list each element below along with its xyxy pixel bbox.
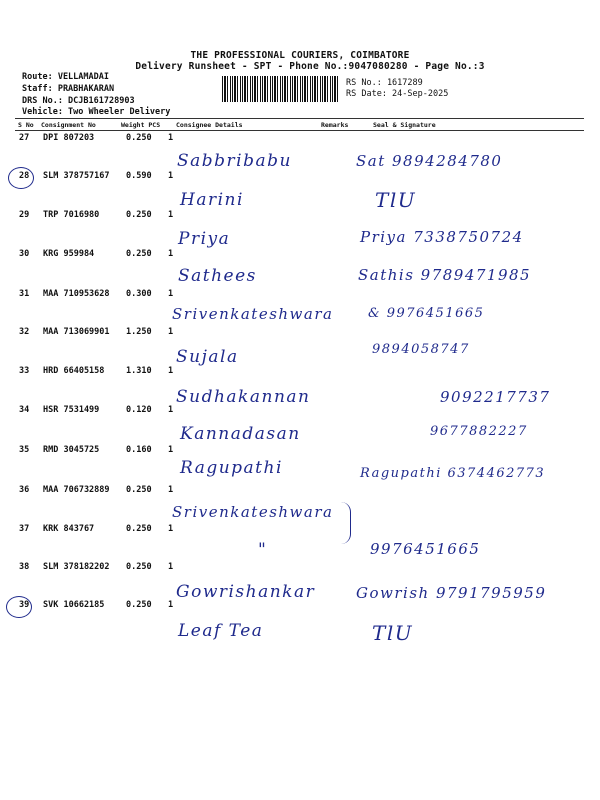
runsheet-subtitle: Delivery Runsheet - SPT - Phone No.:9047080280 - Page No.:3: [135, 61, 485, 72]
row-consignee-name: ": [258, 540, 268, 560]
row-consignment: DPI 807203: [43, 133, 95, 143]
row-signature: Sathis 9789471985: [358, 266, 532, 284]
row-pcs: 1: [168, 289, 174, 299]
row-consignment: HSR 7531499: [43, 405, 100, 415]
row-weight: 1.250: [126, 327, 152, 337]
row-sno: 39: [19, 600, 30, 610]
row-sno: 28: [19, 171, 30, 181]
rs-number: RS No.: 1617289: [346, 78, 423, 88]
row-pcs: 1: [168, 445, 174, 455]
row-weight: 0.590: [126, 171, 152, 181]
staff-label: Staff: PRABHAKARAN: [22, 84, 115, 94]
row-weight: 0.250: [126, 210, 152, 220]
row-pcs: 1: [168, 485, 174, 495]
row-sno: 38: [19, 562, 30, 572]
row-signature: 9677882227: [430, 424, 528, 439]
row-signature: TlU: [372, 621, 414, 645]
row-consignee-name: Sudhakannan: [176, 387, 311, 407]
row-pcs: 1: [168, 405, 174, 415]
row-consignment: SVK 10662185: [43, 600, 105, 610]
col-sno: S No: [18, 121, 34, 129]
col-remarks: Remarks: [321, 121, 349, 129]
row-consignment: MAA 710953628: [43, 289, 110, 299]
row-weight: 0.250: [126, 600, 152, 610]
row-weight: 0.250: [126, 249, 152, 259]
row-consignee-name: Sabbribabu: [177, 151, 292, 171]
row-sno: 30: [19, 249, 30, 259]
row-consignee-name: Harini: [180, 190, 244, 210]
row-signature: & 9976451665: [368, 306, 485, 321]
row-pcs: 1: [168, 133, 174, 143]
row-sno: 29: [19, 210, 30, 220]
row-sno: 37: [19, 524, 30, 534]
row-pcs: 1: [168, 562, 174, 572]
row-consignment: MAA 713069901: [43, 327, 110, 337]
row-sno: 34: [19, 405, 30, 415]
row-pcs: 1: [168, 366, 174, 376]
row-signature: 9976451665: [370, 540, 481, 558]
row-signature: 9092217737: [440, 388, 551, 406]
row-consignment: HRD 66405158: [43, 366, 105, 376]
brace-mark: [336, 502, 351, 544]
col-consignment: Consignment No: [41, 121, 96, 129]
row-sno: 35: [19, 445, 30, 455]
row-pcs: 1: [168, 171, 174, 181]
row-consignee-name: Sathees: [178, 266, 257, 286]
row-weight: 0.160: [126, 445, 152, 455]
row-consignment: RMD 3045725: [43, 445, 100, 455]
row-weight: 0.250: [126, 562, 152, 572]
row-consignment: TRP 7016980: [43, 210, 100, 220]
drs-number: DRS No.: DCJB161728903: [22, 96, 135, 106]
route-label: Route: VELLAMADAI: [22, 72, 109, 82]
header-rule-top: [15, 118, 584, 119]
row-consignee-name: Priya: [178, 229, 231, 249]
row-weight: 0.300: [126, 289, 152, 299]
col-consignee: Consignee Details: [176, 121, 243, 129]
company-title: THE PROFESSIONAL COURIERS, COIMBATORE: [190, 50, 410, 61]
row-weight: 0.120: [126, 405, 152, 415]
row-consignee-name: Kannadasan: [180, 424, 301, 444]
row-weight: 0.250: [126, 133, 152, 143]
row-consignment: KRG 959984: [43, 249, 95, 259]
col-seal-signature: Seal & Signature: [373, 121, 436, 129]
row-sno: 31: [19, 289, 30, 299]
row-consignee-name: Sujala: [176, 347, 239, 367]
row-consignee-name: Ragupathi: [180, 458, 283, 478]
rs-date: RS Date: 24-Sep-2025: [346, 89, 449, 99]
row-signature: Sat 9894284780: [356, 152, 503, 170]
row-pcs: 1: [168, 524, 174, 534]
row-signature: 9894058747: [372, 342, 470, 357]
row-pcs: 1: [168, 210, 174, 220]
row-signature: Priya 7338750724: [360, 228, 524, 246]
row-sno: 27: [19, 133, 30, 143]
row-sno: 33: [19, 366, 30, 376]
row-consignment: SLM 378757167: [43, 171, 110, 181]
row-pcs: 1: [168, 600, 174, 610]
row-consignment: KRK 843767: [43, 524, 95, 534]
row-consignment: SLM 378182202: [43, 562, 110, 572]
barcode: [222, 76, 340, 102]
row-consignee-name: Srivenkateshwara: [172, 503, 334, 521]
row-consignee-name: Gowrishankar: [176, 582, 316, 602]
row-sno: 36: [19, 485, 30, 495]
vehicle-label: Vehicle: Two Wheeler Delivery: [22, 107, 171, 117]
row-weight: 1.310: [126, 366, 152, 376]
row-signature: Gowrish 9791795959: [356, 584, 547, 602]
row-pcs: 1: [168, 249, 174, 259]
row-signature: TlU: [375, 188, 417, 212]
row-weight: 0.250: [126, 524, 152, 534]
row-consignee-name: Srivenkateshwara: [172, 305, 334, 323]
row-consignee-name: Leaf Tea: [178, 621, 264, 641]
header-rule-bottom: [15, 130, 584, 131]
row-weight: 0.250: [126, 485, 152, 495]
row-sno: 32: [19, 327, 30, 337]
row-signature: Ragupathi 6374462773: [360, 466, 546, 481]
col-weight-pcs: Weight PCS: [121, 121, 161, 129]
row-consignment: MAA 706732889: [43, 485, 110, 495]
row-pcs: 1: [168, 327, 174, 337]
